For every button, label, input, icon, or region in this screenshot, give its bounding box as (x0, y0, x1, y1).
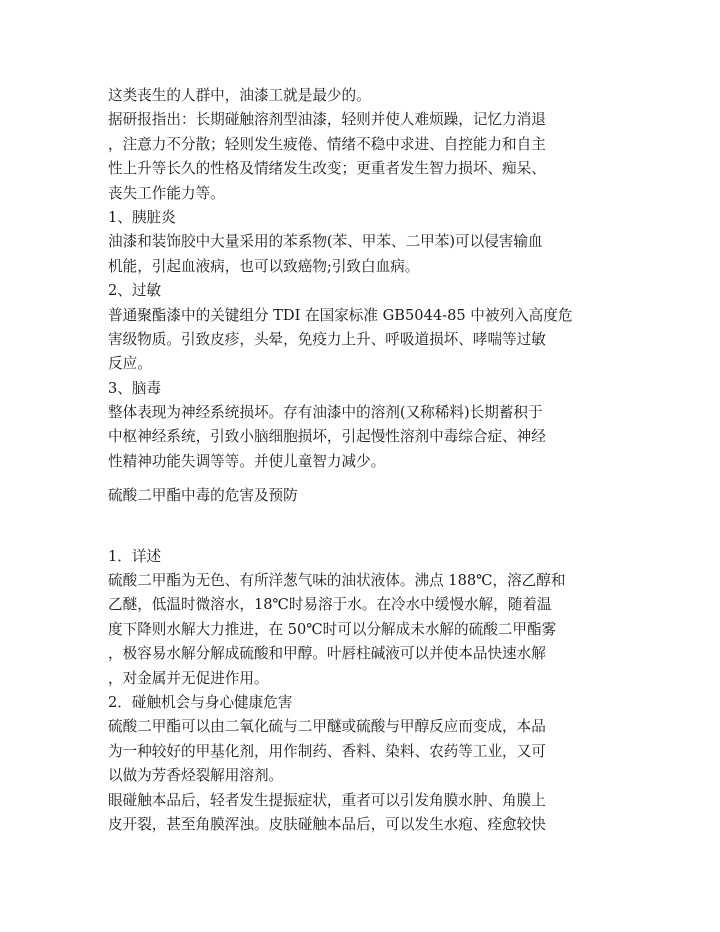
text-line: 度下降则水解大力推进，在 50℃时可以分解成未水解的硫酸二甲酯雾 (108, 620, 557, 638)
text-line: 丧失工作能力等。 (108, 184, 225, 202)
text-line: 为一种较好的甲基化剂，用作制药、香料、染料、农药等工业，又可 (108, 742, 546, 760)
text-line: 皮开裂，甚至角膜浑浊。皮肤碰触本品后，可以发生水疱、痊愈较快 (108, 815, 546, 833)
spacer (108, 509, 614, 545)
text-line: 这类丧生的人群中，油漆工就是最少的。 (108, 87, 371, 104)
text-line: ，对金属并无促进作用。 (108, 669, 269, 687)
text-line: 反应。 (108, 355, 152, 373)
section-heading: 2、过敏 (108, 282, 162, 300)
text-line: ，注意力不分散；轻则发生疲倦、情绪不稳中求进、自控能力和自主 (108, 135, 546, 153)
text-line: 性上升等长久的性格及情绪发生改变；更重者发生智力损坏、痴呆、 (108, 160, 546, 178)
part-exposure-hazards (108, 691, 614, 837)
article-title: 硫酸二甲酯中毒的危害及预防 (108, 487, 298, 505)
text-line: 整体表现为神经系统损坏。存有油漆中的溶剂(又称稀料)长期蓄积于 (108, 404, 543, 422)
section-heading: 1．详述 (108, 547, 162, 565)
document-page (108, 84, 614, 837)
section-allergy (108, 279, 614, 377)
text-line: 乙醚，低温时微溶水，18℃时易溶于水。在冷水中缓慢水解，随着温 (108, 596, 552, 614)
text-line: 普通聚酯漆中的关键组分 TDI 在国家标准 GB5044-85 中被列入高度危 (108, 306, 573, 324)
text-line: 硫酸二甲酯为无色、有所洋葱气味的油状液体。沸点 188℃，溶乙醇和 (108, 572, 566, 590)
intro-paragraph (108, 84, 614, 206)
section-pancreatitis (108, 206, 614, 279)
text-line: 眼碰触本品后，轻者发生提振症状，重者可以引发角膜水肿、角膜上 (108, 791, 546, 809)
text-line: 硫酸二甲酯可以由二氧化硫与二甲醚或硫酸与甲醇反应而变成，本品 (108, 718, 546, 736)
text-line: 中枢神经系统，引致小脑细胞损坏，引起慢性溶剂中毒综合症、神经 (108, 428, 546, 446)
text-line: 据研报指出：长期碰触溶剂型油漆，轻则并使人难烦躁，记忆力消退 (108, 111, 546, 129)
spacer (108, 474, 614, 484)
section-heading: 2．碰触机会与身心健康危害 (108, 693, 293, 711)
text-line: 害级物质。引致皮疹，头晕，免疫力上升、呼吸道损坏、哮喘等过敏 (108, 330, 546, 348)
section-heading: 3、脑毒 (108, 379, 162, 397)
section-heading: 1、胰脏炎 (108, 208, 176, 226)
part-overview (108, 545, 614, 691)
text-line: 机能，引起血液病，也可以致癌物;引致白血病。 (108, 257, 420, 275)
text-line: 性精神功能失调等等。并使儿童智力减少。 (108, 452, 386, 470)
text-line: 以做为芳香烃裂解用溶剂。 (108, 767, 284, 785)
text-line: 油漆和装饰胶中大量采用的苯系物(苯、甲苯、二甲苯)可以侵害输血 (108, 233, 543, 251)
text-line: ，极容易水解分解成硫酸和甲醇。叶唇柱碱液可以并使本品快速水解 (108, 645, 546, 663)
section-neurotoxicity (108, 377, 614, 475)
